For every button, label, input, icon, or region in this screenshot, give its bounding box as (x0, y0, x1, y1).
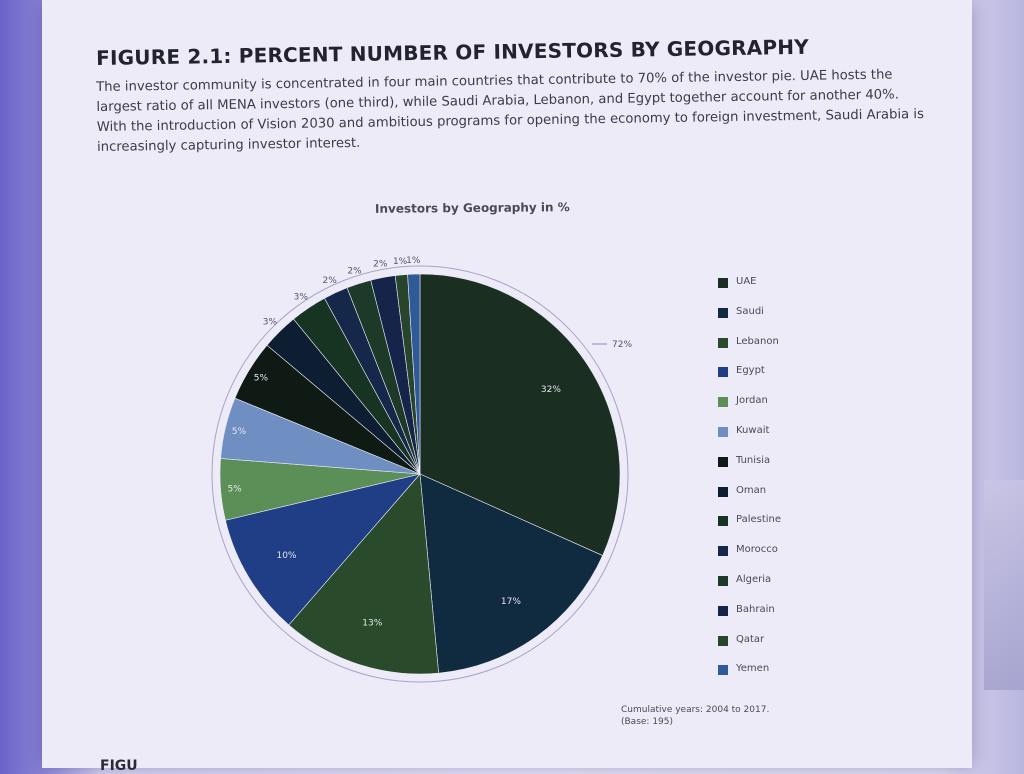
legend-label: Jordan (736, 395, 768, 407)
legend-swatch (718, 457, 728, 467)
legend-swatch (718, 308, 728, 318)
slice-label-oman: 3% (262, 317, 278, 328)
legend-label: Algeria (736, 573, 772, 585)
legend-item-jordan (718, 395, 838, 425)
next-figure-heading: FIGU (100, 758, 138, 774)
legend-swatch (718, 606, 728, 616)
legend-label: Yemen (736, 663, 770, 675)
legend-item-kuwait (718, 425, 838, 455)
legend-swatch (718, 546, 728, 556)
note-base: (Base: 195) (621, 717, 674, 727)
slice-label-morocco: 2% (322, 276, 337, 286)
slice-label-kuwait: 5% (231, 427, 247, 437)
figure-title: FIGURE 2.1: PERCENT NUMBER OF INVESTORS BY GEOGRAPHY (96, 34, 810, 70)
slice-label-egypt: 10% (276, 550, 297, 561)
legend-item-lebanon (718, 336, 838, 366)
legend-item-morocco (718, 544, 838, 574)
legend-label: Oman (736, 484, 767, 496)
legend-item-oman (718, 485, 838, 515)
legend-swatch (718, 636, 728, 646)
slice-label-uae: 32% (540, 385, 561, 396)
legend-swatch (718, 576, 728, 586)
chart-note (621, 704, 769, 728)
note-years: Cumulative years: 2004 to 2017. (621, 705, 770, 715)
figure-description: The investor community is concentrated in four main countries that contribute to 70% of the investor pie. UAE hosts the largest ratio of all MENA investors (one third), while Saudi Arabia, Lebanon, and Egypt together account for another 40%. With the introduction of Vision 2030 and ambitious programs for opening the economy to foreign investment, Saudi Arabia is increasingly capturing investor interest. (96, 67, 925, 155)
legend-label: Morocco (736, 544, 778, 556)
slice-label-palestine: 3% (293, 292, 308, 303)
legend-item-yemen (718, 663, 838, 693)
legend-item-uae (718, 276, 838, 306)
legend-swatch (718, 278, 728, 288)
legend-item-palestine (718, 514, 838, 544)
slice-label-tunisia: 5% (253, 373, 269, 384)
slice-label-algeria: 2% (347, 266, 362, 277)
legend-label: Saudi (736, 305, 764, 317)
slice-label-jordan: 5% (227, 484, 242, 495)
legend-label: Palestine (736, 514, 782, 526)
legend-label: UAE (736, 276, 757, 287)
legend-swatch (718, 516, 728, 526)
legend-label: Egypt (736, 365, 765, 377)
slice-label-qatar: 1% (392, 256, 408, 267)
legend-label: Qatar (736, 633, 765, 645)
legend-swatch (718, 367, 728, 377)
legend-swatch (718, 427, 728, 437)
legend-swatch (718, 397, 728, 407)
slice-label-bahrain: 2% (373, 259, 388, 270)
legend-item-qatar (718, 634, 838, 664)
legend-swatch (718, 338, 728, 348)
cumulative-label: 72% (612, 340, 633, 350)
legend-item-tunisia (718, 455, 838, 485)
slice-label-yemen: 1% (406, 256, 421, 267)
legend-item-bahrain (718, 604, 838, 634)
legend-item-egypt (718, 365, 838, 395)
legend-label: Kuwait (736, 424, 770, 436)
slice-label-saudi: 17% (500, 596, 521, 607)
legend-label: Lebanon (736, 335, 779, 347)
chart-legend (718, 276, 838, 693)
chart-title: Investors by Geography in % (374, 200, 570, 216)
legend-item-saudi (718, 306, 838, 336)
legend-swatch (718, 487, 728, 497)
legend-label: Tunisia (736, 454, 771, 466)
legend-label: Bahrain (736, 603, 775, 615)
slice-label-lebanon: 13% (362, 618, 383, 629)
legend-item-algeria (718, 574, 838, 604)
legend-swatch (718, 665, 728, 675)
